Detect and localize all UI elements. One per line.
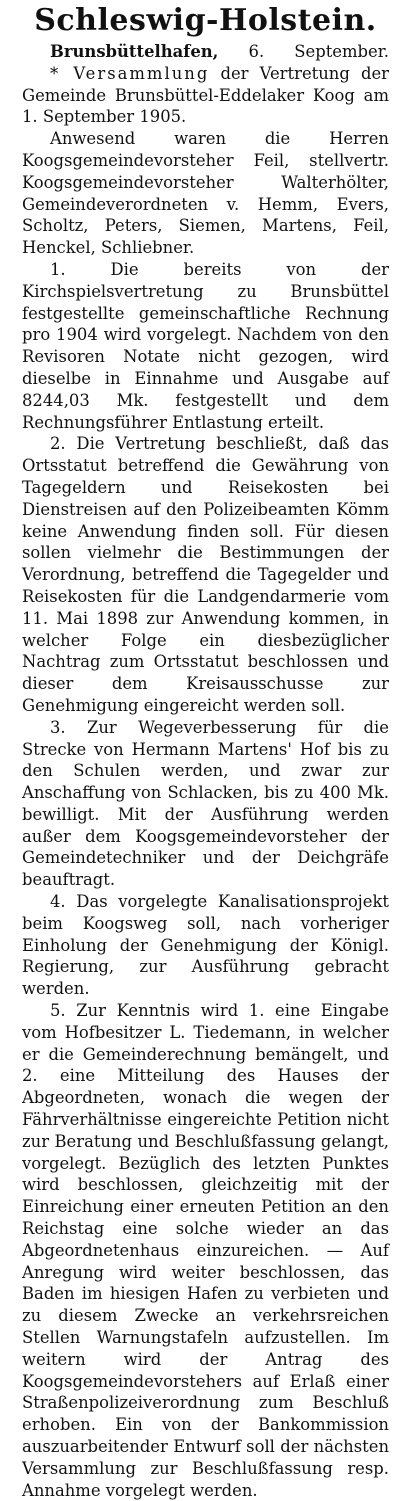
paragraph-text: der Vertretung der Gemeinde Brunsbüttel-Eddelaker Koog am 1. September 1905.: [22, 63, 390, 127]
paragraph-intro: [22, 63, 389, 128]
dateline-place: Brunsbüttelhafen,: [50, 42, 219, 61]
article-body: [22, 63, 389, 1501]
dateline: [22, 41, 389, 63]
paragraph-item-1: 1. Die bereits von der Kirchspielsvertretung zu Brunsbüttel festgestellte gemeinschaftliche Rechnung pro 1904 wird vorgelegt. Nachdem von den Revisoren Notate nicht gezogen, wird dieselbe in Einnahme und Ausgabe auf 8244,03 Mk. festgestellt und dem Rechnungsführer Entlastung erteilt.: [22, 259, 389, 432]
paragraph-lead: * Versammlung: [50, 63, 210, 83]
paragraph-item-5: 5. Zur Kenntnis wird 1. eine Eingabe vom Hofbesitzer L. Tiedemann, in welcher er die Gemeinderechnung bemängelt, und 2. eine Mitteilung des Hauses der Abgeordneten, wonach die wegen der Fährverhältnisse eingereichte Petition nicht zur Beratung und Beschlußfassung gelangt, vorgelegt. Bezüglich des letzten Punktes wird beschlossen, gleichzeitig mit der Einreichung einer erneuten Petition an den Reichstag eine solche wieder an das Abgeordnetenhaus einzureichen. — Auf Anregung wird weiter beschlossen, das Baden im hiesigen Hafen zu verbieten und zu diesem Zwecke an verkehrsreichen Stellen Warnungstafeln aufzustellen. Im weitern wird der Antrag des Koogsgemeindevorstehers auf Erlaß einer Straßenpolizeiverordnung zum Beschluß erhoben. Ein von der Bankommission auszuarbeitender Entwurf soll der nächsten Versammlung zur Beschlußfassung resp. Annahme vorgelegt werden.: [22, 1001, 389, 1500]
paragraph-item-4: 4. Das vorgelegte Kanalisationsprojekt beim Koogsweg soll, nach vorheriger Einholung der Genehmigung der Königl. Regierung, zur Ausführung gebracht werden.: [22, 892, 389, 999]
dateline-date: 6. September.: [248, 42, 389, 61]
headline: Schleswig-Holstein.: [34, 3, 377, 38]
paragraph-item-3: 3. Zur Wegeverbesserung für die Strecke von Hermann Martens' Hof bis zu den Schulen werden, und zwar zur Anschaffung von Schlacken, bis zu 400 Mk. bewilligt. Mit der Ausführung werden außer dem Koogsgemeindevorsteher der Gemeindetechniker und der Deichgräfe beauftragt.: [22, 717, 389, 890]
paragraph-attendees: Anwesend waren die Herren Koogsgemeindevorsteher Feil, stellvertr. Koogsgemeindevorsteher Walterhölter, Gemeindeverordneten v. Hemm, Evers, Scholtz, Peters, Siemen, Martens, Feil, Henckel, Schliebner.: [22, 129, 389, 258]
paragraph-item-2: 2. Die Vertretung beschließt, daß das Ortsstatut betreffend die Gewährung von Tagegeldern und Reisekosten bei Dienstreisen auf den Polizeibeamten Kömm keine Anwendung finden soll. Für diesen sollen vielmehr die Bestimmungen der Verordnung, betreffend die Tagegelder und Reisekosten für die Landgendarmerie vom 11. Mai 1898 zur Anwendung kommen, in welcher Folge ein diesbezüglicher Nachtrag zum Ortsstatut beschlossen und dieser dem Kreisausschusse zur Genehmigung eingereicht werden soll.: [22, 434, 389, 715]
